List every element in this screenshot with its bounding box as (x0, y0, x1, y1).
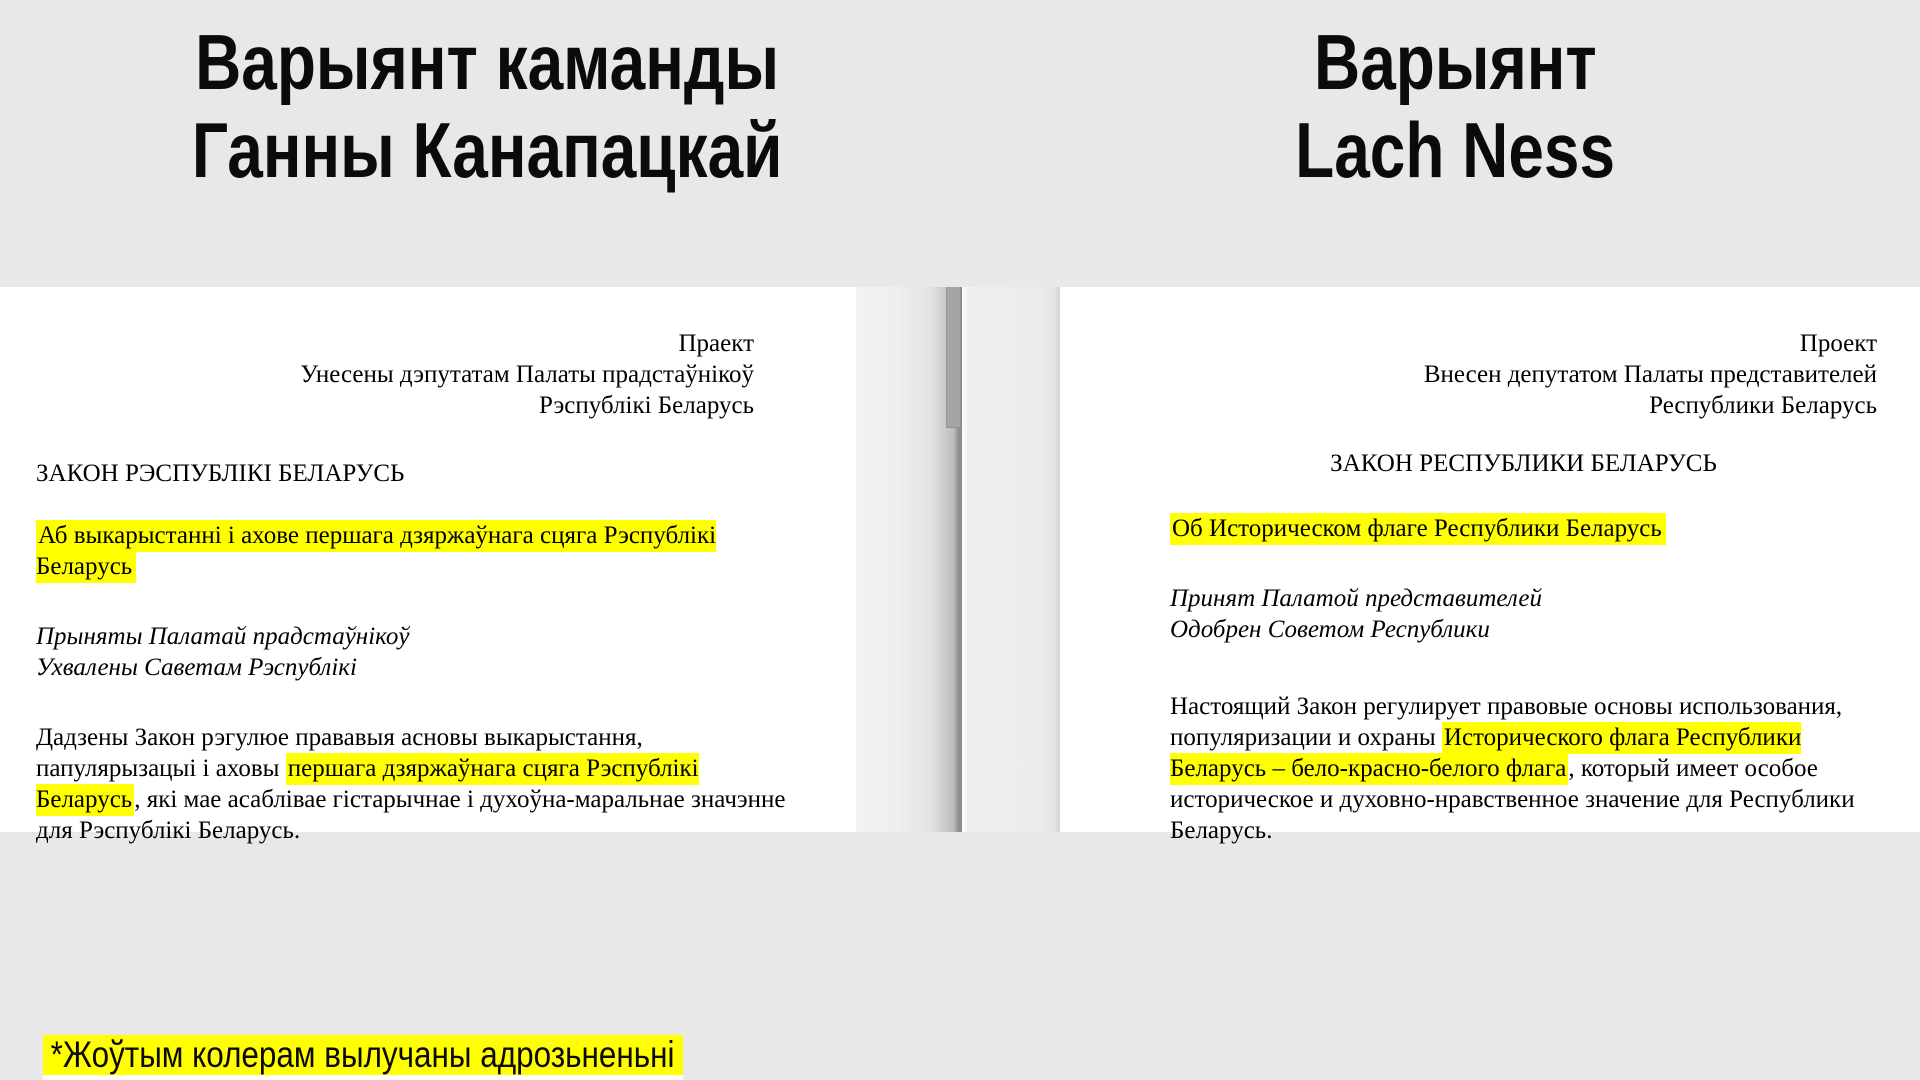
doc-header-line: Унесены дэпутатам Палаты прадстаўнікоў (300, 361, 754, 388)
right-doc-header-block (1170, 328, 1877, 421)
right-document-page (1058, 287, 1920, 844)
left-law-title-highlight: Аб выкарыстанні і ахове першага дзяржаўнага сцяга Рэспублікі Беларусь (36, 520, 716, 583)
doc-header-line: Проект (1799, 330, 1877, 357)
right-body-paragraph (1170, 691, 1877, 846)
right-variant-title (1055, 18, 1855, 194)
body-text: , які мае асаблівае гістарычнае і духоўна-маральнае значэнне для Рэспублікі Беларусь. (36, 786, 786, 844)
scrollbar-thumb[interactable] (946, 287, 961, 428)
left-variant-title-line2: Ганны Канапацкай (191, 106, 783, 194)
left-law-title (36, 520, 792, 582)
body-text-highlight: Исторического флага Республики Беларусь – бело-красно-белого флага (1170, 722, 1801, 785)
right-document-content (1060, 287, 1920, 844)
doc-header-line: Республики Беларусь (1649, 392, 1877, 419)
left-document-page (0, 287, 856, 844)
adoption-line: Принят Палатой представителей (1170, 585, 1543, 612)
left-doc-header-block (36, 328, 792, 421)
legend-note (43, 1035, 683, 1080)
left-adoption-block (36, 621, 792, 683)
left-page-edge-gutter (856, 287, 962, 832)
legend-note-highlight: *Жоўтым колерам вылучаны адрозьненьні (43, 1035, 683, 1075)
right-page-edge-gutter (962, 287, 1058, 832)
body-text: Настоящий Закон регулирует правовые основы использования, популяризации и охраны (1170, 693, 1843, 751)
left-variant-title (87, 18, 887, 194)
body-text-highlight: першага дзяржаўнага сцяга Рэспублікі Беларусь (36, 753, 699, 816)
left-body-paragraph (36, 722, 792, 846)
adoption-line: Одобрен Советом Республики (1170, 616, 1490, 643)
left-document-content (0, 287, 856, 844)
right-variant-title-line1: Варыянт (1313, 18, 1597, 106)
adoption-line: Прыняты Палатай прадстаўнікоў (36, 623, 410, 650)
body-text: , который имеет особое историческое и духовно-нравственное значение для Республики Беларусь. (1170, 755, 1855, 844)
adoption-line: Ухвалены Саветам Рэспублікі (36, 654, 357, 681)
body-text: Дадзены Закон рэгулюе прававыя асновы выкарыстання, папулярызацыі і аховы (36, 724, 643, 782)
right-law-title-highlight: Об Историческом флаге Республики Беларусь (1170, 513, 1666, 545)
doc-header-line: Внесен депутатом Палаты представителей (1423, 361, 1877, 388)
right-law-heading: ЗАКОН РЕСПУБЛИКИ БЕЛАРУСЬ (1330, 450, 1717, 477)
doc-header-line: Рэспублікі Беларусь (539, 392, 754, 419)
left-law-heading: ЗАКОН РЭСПУБЛІКІ БЕЛАРУСЬ (36, 460, 405, 487)
left-variant-title-line1: Варыянт каманды (195, 18, 779, 106)
doc-header-line: Праект (678, 330, 754, 357)
right-law-title (1170, 513, 1877, 544)
right-variant-title-line2: Lach Ness (1295, 106, 1615, 194)
right-adoption-block (1170, 583, 1877, 645)
